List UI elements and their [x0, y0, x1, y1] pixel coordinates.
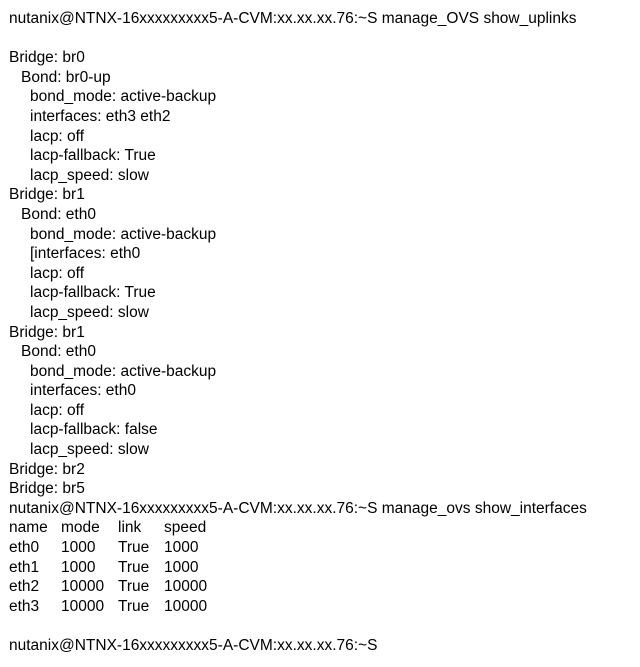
command-line-interfaces — [9, 499, 640, 519]
cell-mode: 1000 — [61, 558, 96, 576]
lacp-fallback-line: lacp-fallback: True — [30, 284, 156, 302]
interfaces-line: interfaces: eth0 — [30, 382, 136, 400]
lacp-line: lacp: off — [30, 127, 85, 145]
cell-speed: 1000 — [164, 539, 199, 557]
cell-mode: 1000 — [61, 539, 96, 557]
header-speed: speed — [164, 519, 207, 537]
shell-prompt: nutanix@NTNX-16xxxxxxxxx5-A-CVM:xx.xx.xx.76:~S — [9, 10, 378, 27]
command-text: manage_OVS show_uplinks — [381, 10, 577, 27]
cell-name: eth2 — [9, 578, 40, 596]
lacp-speed-line: lacp_speed: slow — [30, 303, 149, 321]
lacp-line: lacp: off — [30, 401, 85, 419]
cell-link: True — [118, 539, 150, 557]
bond-mode-line: bond_mode: active-backup — [30, 88, 217, 106]
cell-name: eth3 — [9, 597, 40, 615]
cell-name: eth1 — [9, 558, 40, 576]
cell-mode: 10000 — [61, 597, 105, 615]
cell-speed: 10000 — [164, 597, 208, 615]
bridge-line: Bridge: br5 — [9, 480, 85, 498]
table-row — [9, 577, 640, 597]
shell-prompt: nutanix@NTNX-16xxxxxxxxx5-A-CVM:xx.xx.xx.76:~S — [9, 499, 378, 517]
interfaces-line: interfaces: eth3 eth2 — [30, 107, 171, 125]
cell-link: True — [118, 578, 150, 596]
lacp-fallback-line: lacp-fallback: True — [30, 147, 156, 165]
lacp-line: lacp: off — [30, 264, 85, 282]
header-name: name — [9, 519, 48, 537]
command-line-uplinks — [9, 9, 640, 29]
cell-speed: 1000 — [164, 558, 199, 576]
bond-mode-line: bond_mode: active-backup — [30, 225, 217, 243]
blank-line — [9, 616, 640, 636]
bridge-line: Bridge: br1 — [9, 186, 85, 204]
bond-line: Bond: eth0 — [21, 343, 96, 361]
bond-line: Bond: br0-up — [21, 68, 111, 86]
lacp-fallback-line: lacp-fallback: false — [30, 421, 158, 439]
lacp-speed-line: lacp_speed: slow — [30, 166, 149, 184]
cell-mode: 10000 — [61, 578, 105, 596]
cell-link: True — [118, 597, 150, 615]
bond-mode-line: bond_mode: active-backup — [30, 362, 217, 380]
interfaces-line: [interfaces: eth0 — [30, 245, 141, 263]
shell-prompt-line[interactable]: nutanix@NTNX-16xxxxxxxxx5-A-CVM:xx.xx.xx.76:~S — [9, 637, 378, 654]
table-row — [9, 538, 640, 558]
cell-speed: 10000 — [164, 578, 208, 596]
bridge-line: Bridge: br1 — [9, 323, 85, 341]
bond-line: Bond: eth0 — [21, 205, 96, 223]
bridge-line: Bridge: br0 — [9, 49, 85, 67]
table-row — [9, 597, 640, 617]
header-mode: mode — [61, 519, 100, 537]
interfaces-table-header — [9, 518, 640, 538]
blank-line — [9, 29, 640, 49]
cell-link: True — [118, 558, 150, 576]
cell-name: eth0 — [9, 539, 40, 557]
lacp-speed-line: lacp_speed: slow — [30, 441, 149, 459]
table-row — [9, 558, 640, 578]
header-link: link — [118, 519, 142, 537]
command-text: manage_ovs show_interfaces — [381, 499, 587, 517]
bridge-line: Bridge: br2 — [9, 460, 85, 478]
